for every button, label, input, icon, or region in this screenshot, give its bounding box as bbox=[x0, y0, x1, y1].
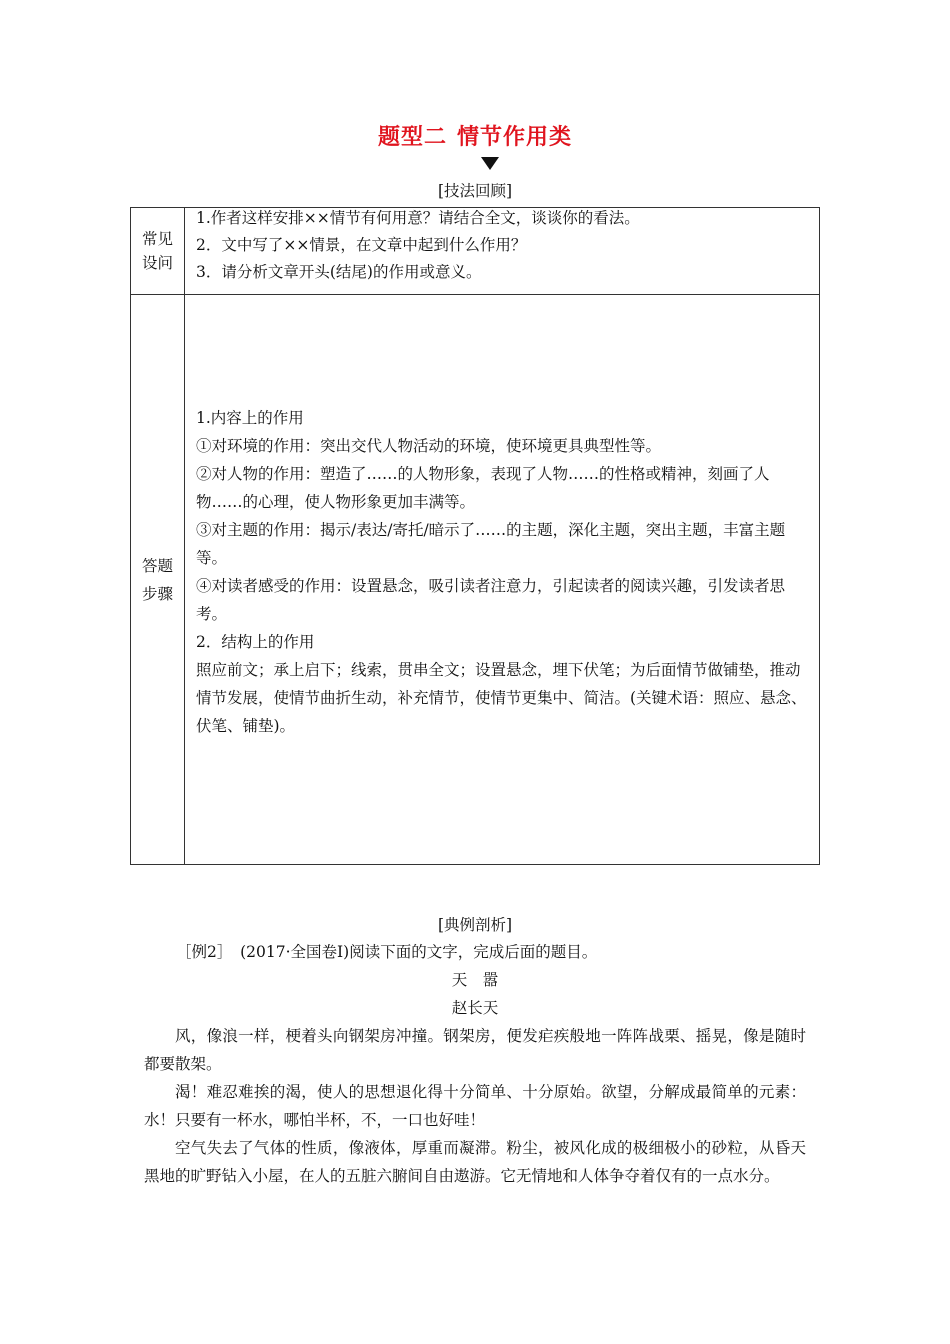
label-line: 答题 bbox=[141, 556, 173, 575]
table-row bbox=[131, 208, 820, 295]
story-author: 赵长天 bbox=[451, 999, 499, 1017]
list-item: 2．文中写了××情景，在文章中起到什么作用？ bbox=[196, 236, 527, 254]
list-item: 3．请分析文章开头(结尾)的作用或意义。 bbox=[196, 263, 482, 281]
steps-heading-structure: 2．结构上的作用 bbox=[196, 633, 315, 651]
section-heading-technique: [技法回顾] bbox=[437, 182, 513, 200]
label-line: 常见 bbox=[141, 230, 173, 248]
table-row bbox=[131, 295, 820, 865]
story-title: 天 嚣 bbox=[451, 971, 499, 989]
label-line: 步骤 bbox=[141, 584, 173, 603]
story-paragraph: 渴！难忍难挨的渴，使人的思想退化得十分简单、十分原始。欲望，分解成最简单的元素：水！只要有一杯水，哪怕半杯，不，一口也好哇！ bbox=[144, 1083, 806, 1129]
steps-heading-content: 1.内容上的作用 bbox=[196, 409, 304, 427]
list-item: ④对读者感受的作用：设置悬念，吸引读者注意力，引起读者的阅读兴趣，引发读者思考。 bbox=[196, 577, 786, 623]
section-heading-example: [典例剖析] bbox=[437, 916, 513, 934]
example-line: ［例2］ (2017·全国卷Ⅰ)阅读下面的文字，完成后面的题目。 bbox=[176, 943, 598, 961]
row-label-questions bbox=[131, 208, 185, 295]
page-title bbox=[0, 120, 950, 151]
label-line: 设问 bbox=[141, 254, 173, 272]
title-part2: 情节作用类 bbox=[457, 125, 573, 150]
story-paragraph: 风，像浪一样，梗着头向钢架房冲撞。钢架房，便发疟疾般地一阵阵战栗、摇晃，像是随时都要散架。 bbox=[144, 1027, 806, 1073]
title-part1: 题型二 bbox=[377, 125, 447, 150]
answer-steps bbox=[185, 295, 820, 865]
method-table bbox=[130, 207, 820, 865]
story-paragraph: 空气失去了气体的性质，像液体，厚重而凝滞。粉尘，被风化成的极细极小的砂粒，从昏天黑地的旷野钻入小屋，在人的五脏六腑间自由遨游。它无情地和人体争夺着仅有的一点水分。 bbox=[144, 1139, 806, 1185]
list-item: ①对环境的作用：突出交代人物活动的环境，使环境更具典型性等。 bbox=[196, 437, 662, 455]
list-item: ②对人物的作用：塑造了……的人物形象，表现了人物……的性格或精神，刻画了人物……的心理，使人物形象更加丰满等。 bbox=[196, 465, 770, 511]
row-label-steps bbox=[131, 295, 185, 865]
list-item: ③对主题的作用：揭示/表达/寄托/暗示了……的主题，深化主题，突出主题，丰富主题等。 bbox=[196, 521, 786, 567]
list-item: 1.作者这样安排××情节有何用意？请结合全文，谈谈你的看法。 bbox=[196, 209, 640, 227]
list-item: 照应前文；承上启下；线索，贯串全文；设置悬念，埋下伏笔；为后面情节做铺垫，推动情节发展，使情节曲折生动，补充情节，使情节更集中、简洁。(关键术语：照应、悬念、伏笔、铺垫)。 bbox=[196, 661, 807, 735]
triangle-down-icon bbox=[481, 157, 499, 170]
question-list bbox=[185, 208, 820, 295]
